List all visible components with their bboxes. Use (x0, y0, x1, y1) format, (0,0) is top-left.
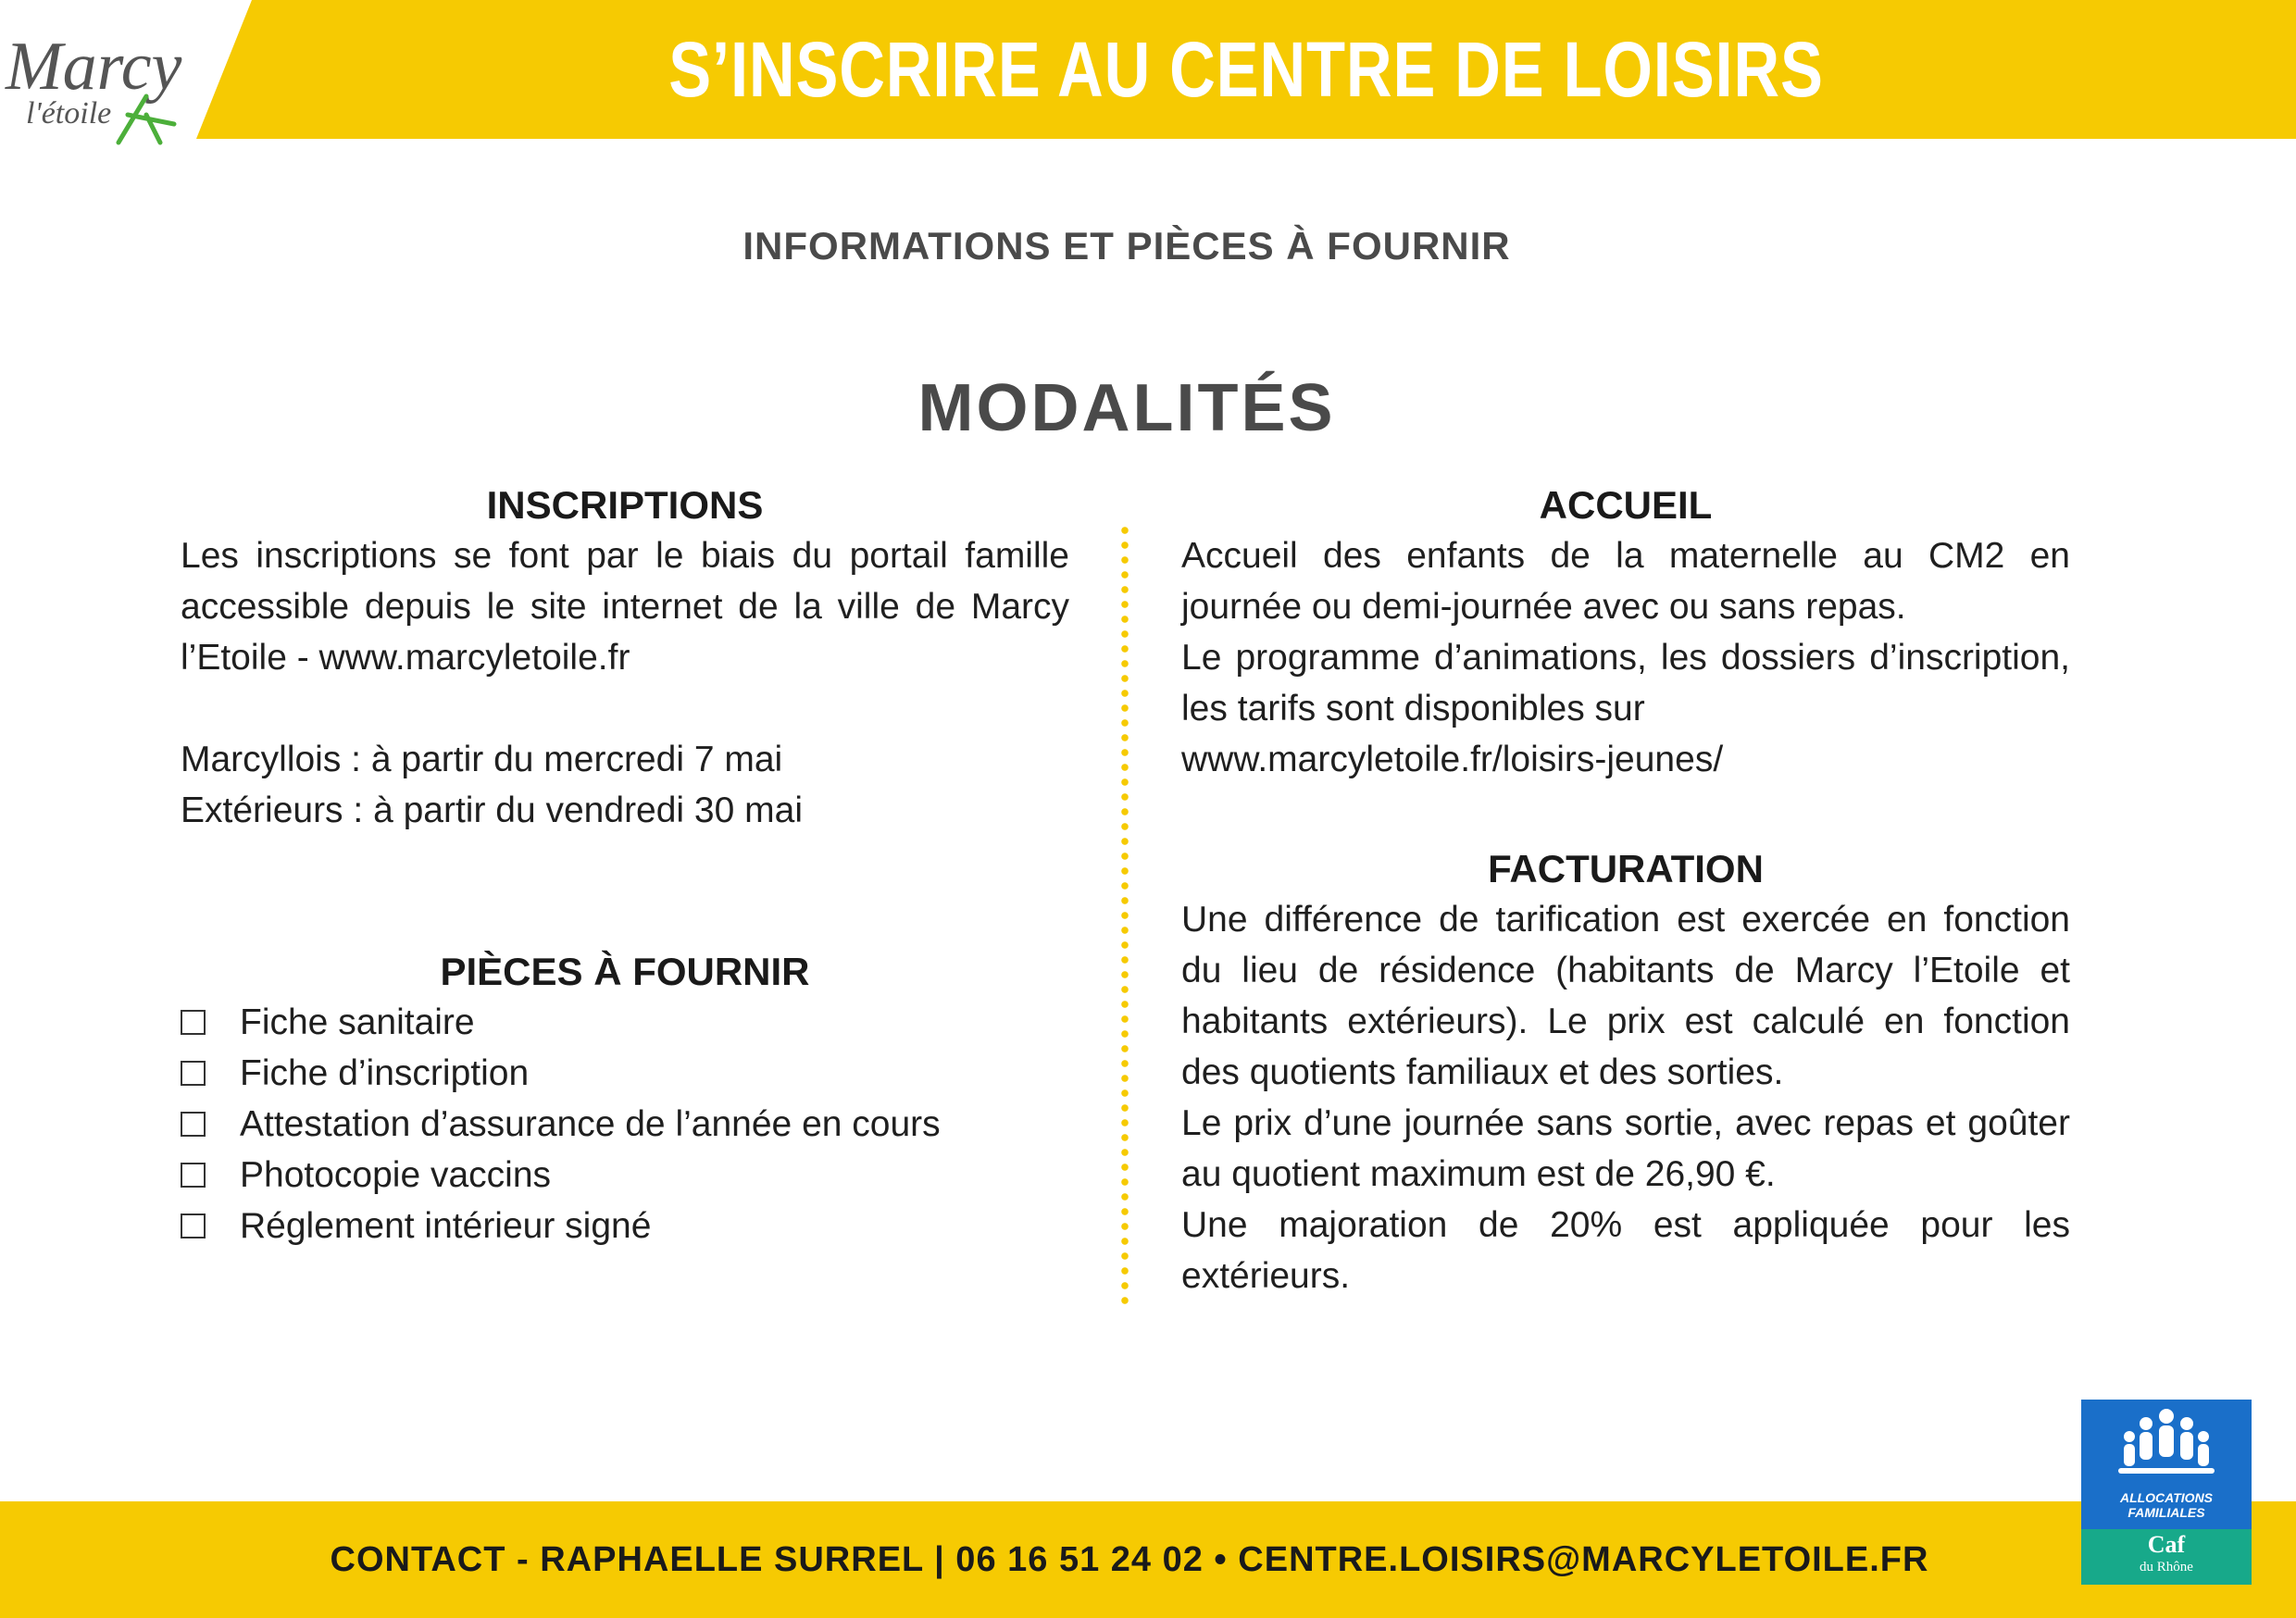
accueil-text: Accueil des enfants de la maternelle au CM2 en journée ou demi-journée avec ou sans repas. (1181, 536, 2070, 627)
facturation-majoration-text: Une majoration de 20% est appliquée pour les extérieurs. (1181, 1205, 2070, 1296)
accueil-heading: ACCUEIL (1539, 483, 1713, 527)
checkbox-icon[interactable] (181, 1061, 206, 1086)
accueil-section (1181, 479, 2070, 785)
checklist-item-label: Fiche sanitaire (240, 1002, 475, 1042)
checklist-item (181, 1201, 1069, 1251)
checkbox-icon[interactable] (181, 1214, 206, 1238)
accueil-programme-text: Le programme d’animations, les dossiers d’inscription, les tarifs sont disponibles sur (1181, 638, 2070, 728)
caf-label (2081, 1490, 2252, 1520)
accueil-link[interactable]: www.marcyletoile.fr/loisirs-jeunes/ (1181, 740, 1724, 779)
checkbox-icon[interactable] (181, 1112, 206, 1137)
date-marcyllois: Marcyllois : à partir du mercredi 7 mai (181, 740, 783, 779)
inscriptions-text: Les inscriptions se font par le biais du portail famille accessible depuis le site internet de la ville de Marcy l’Etoile - www.marcyletoile.fr (181, 536, 1069, 678)
facturation-section (1181, 843, 2070, 1301)
date-exterieurs: Extérieurs : à partir du vendredi 30 mai (181, 790, 803, 830)
marcy-logo (0, 28, 185, 139)
checkbox-icon[interactable] (181, 1163, 206, 1188)
caf-logo (2081, 1400, 2252, 1585)
page-subtitle: INFORMATIONS ET PIÈCES À FOURNIR (742, 224, 1511, 268)
checklist-item-label: Réglement intérieur signé (240, 1206, 652, 1246)
pieces-checklist (181, 997, 1069, 1251)
checklist-item-label: Attestation d’assurance de l’année en cours (240, 1104, 941, 1144)
logo-sub-text: l'étoile (26, 96, 112, 131)
pieces-heading: PIÈCES À FOURNIR (440, 950, 810, 993)
checklist-item (181, 1099, 1069, 1150)
caf-label-line2: FAMILIALES (2128, 1505, 2205, 1520)
checkbox-icon[interactable] (181, 1010, 206, 1035)
star-icon (109, 78, 183, 152)
dotted-divider (1121, 523, 1129, 1305)
inscriptions-section (181, 479, 1069, 836)
caf-name: Caf (2147, 1531, 2186, 1558)
caf-label-line1: ALLOCATIONS (2119, 1490, 2214, 1505)
page-title: S’INSCRIRE AU CENTRE DE LOISIRS (668, 25, 1824, 113)
checklist-item (181, 1150, 1069, 1201)
facturation-text: Une différence de tarification est exercée en fonction du lieu de résidence (habitants de Marcy l’Etoile et habitants extérieurs). Le prix est calculé en fonction des quotients familiaux et des sorties. (1181, 900, 2070, 1092)
checklist-item (181, 997, 1069, 1048)
facturation-heading: FACTURATION (1488, 847, 1764, 890)
pieces-section (181, 946, 1069, 1251)
caf-region: du Rhône (2140, 1560, 2193, 1574)
logo-main-text: Marcy (6, 29, 182, 105)
family-icon (2081, 1400, 2252, 1488)
checklist-item-label: Photocopie vaccins (240, 1155, 552, 1195)
section-title: MODALITÉS (917, 371, 1336, 445)
checklist-item-label: Fiche d’inscription (240, 1053, 530, 1093)
inscriptions-heading: INSCRIPTIONS (486, 483, 764, 527)
facturation-price-text: Le prix d’une journée sans sortie, avec repas et goûter au quotient maximum est de 26,90 €. (1181, 1103, 2070, 1194)
checklist-item (181, 1048, 1069, 1099)
footer-contact: CONTACT - RAPHAELLE SURREL | 06 16 51 24 02 • CENTRE.LOISIRS@MARCYLETOILE.FR (330, 1539, 1929, 1579)
caf-logo-blue-panel (2081, 1400, 2252, 1529)
caf-logo-green-panel (2081, 1529, 2252, 1585)
